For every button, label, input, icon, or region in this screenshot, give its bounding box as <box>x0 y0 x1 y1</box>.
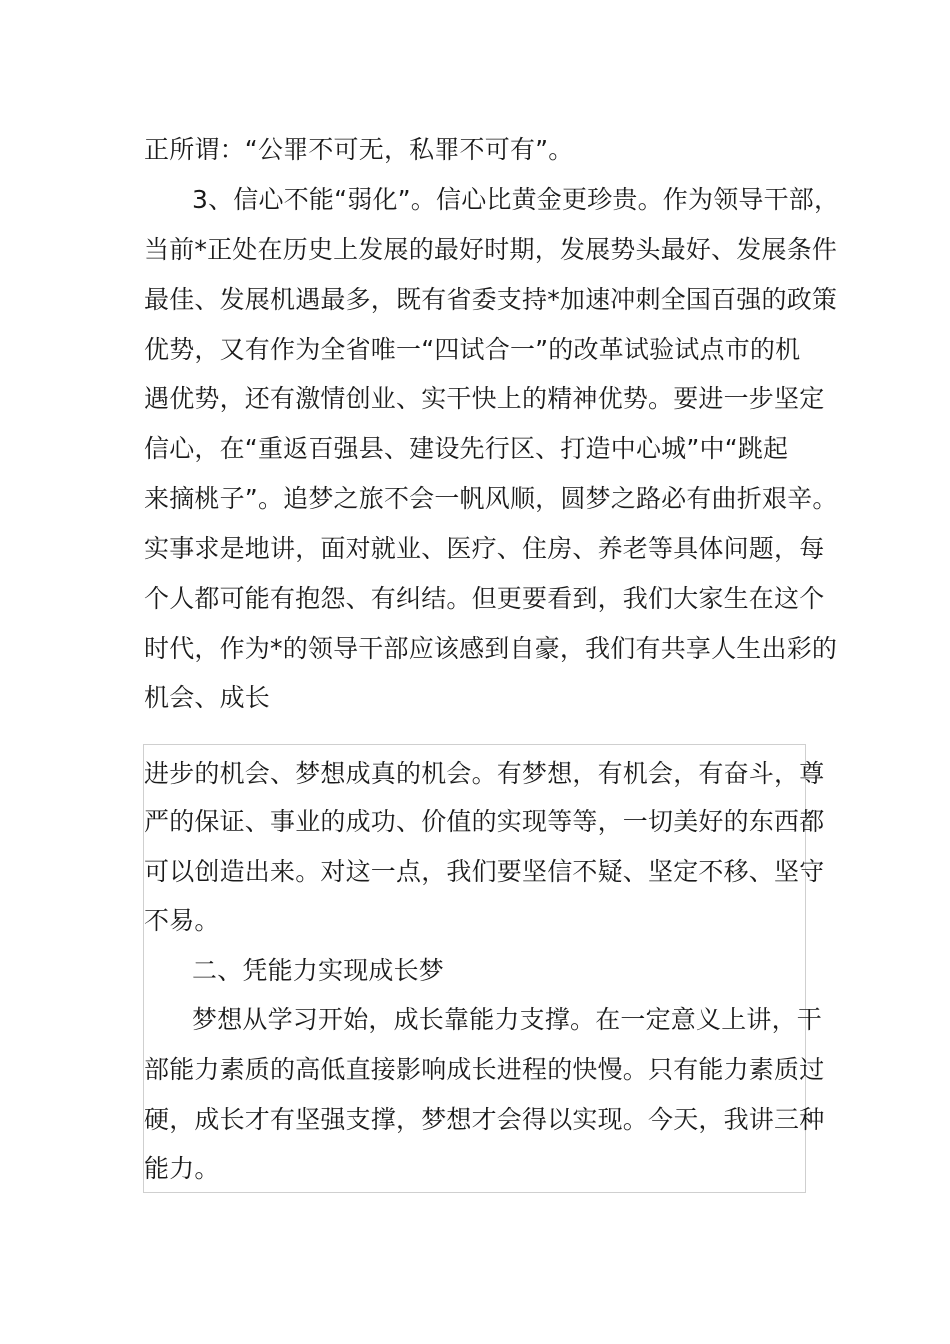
text-line: 正所谓：“公罪不可无，私罪不可有”。 <box>144 135 574 164</box>
text-line: 当前*正处在历史上发展的最好时期，发展势头最好、发展条件 <box>144 235 838 264</box>
text-line: 来摘桃子”。追梦之旅不会一帆风顺，圆梦之路必有曲折艰辛。 <box>144 484 838 513</box>
text-line: 信心，在“重返百强县、建设先行区、打造中心城”中“跳起 <box>144 434 789 463</box>
boxed-text-line: 严的保证、事业的成功、价值的实现等等，一切美好的东西都 <box>144 807 825 836</box>
text-line: 时代，作为*的领导干部应该感到自豪，我们有共享人生出彩的 <box>144 634 838 663</box>
text-line: 遇优势，还有激情创业、实干快上的精神优势。要进一步坚定 <box>144 384 825 413</box>
text-line: 机会、成长 <box>144 683 271 712</box>
text-line: 实事求是地讲，面对就业、医疗、住房、养老等具体问题，每 <box>144 534 825 563</box>
text-line: 个人都可能有抱怨、有纠结。但更要看到，我们大家生在这个 <box>144 584 825 613</box>
boxed-text-line: 可以创造出来。对这一点，我们要坚信不疑、坚定不移、坚守 <box>144 857 825 886</box>
boxed-text-line: 进步的机会、梦想成真的机会。有梦想，有机会，有奋斗，尊 <box>144 759 825 788</box>
boxed-text-line: 能力。 <box>144 1154 220 1183</box>
section-heading: 二、凭能力实现成长梦 <box>192 956 445 985</box>
text-line: 优势，又有作为全省唯一“四试合一”的改革试验试点市的机 <box>144 335 801 364</box>
boxed-text-line: 梦想从学习开始，成长靠能力支撑。在一定意义上讲，干 <box>192 1005 823 1034</box>
paragraph-heading-confidence: 3、信心不能“弱化”。信心比黄金更珍贵。作为领导干部， <box>192 185 840 214</box>
boxed-text-line: 不易。 <box>144 906 220 935</box>
text-line: 最佳、发展机遇最多，既有省委支持*加速冲刺全国百强的政策 <box>144 285 838 314</box>
boxed-text-line: 硬，成长才有坚强支撑，梦想才会得以实现。今天，我讲三种 <box>144 1105 825 1134</box>
boxed-text-line: 部能力素质的高低直接影响成长进程的快慢。只有能力素质过 <box>144 1055 825 1084</box>
